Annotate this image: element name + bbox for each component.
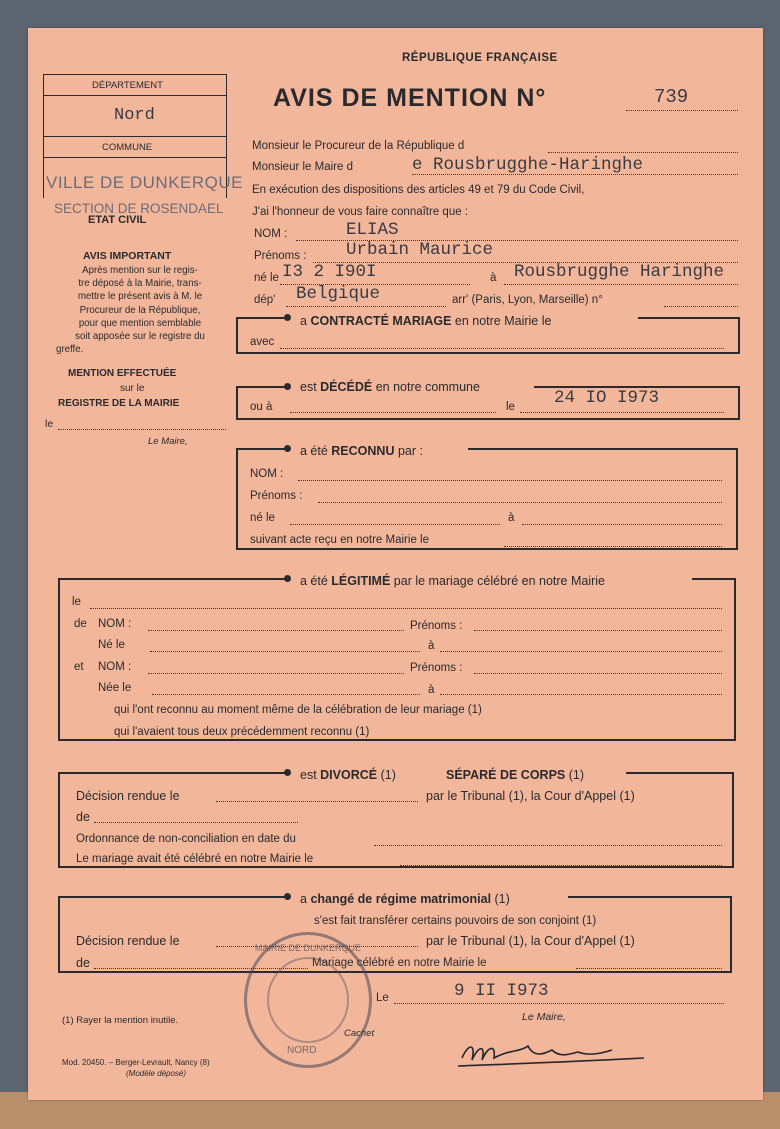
document-sheet xyxy=(28,28,763,1100)
legitime-prenoms-2: Prénoms : xyxy=(410,662,463,674)
prenoms-label: Prénoms : xyxy=(254,250,307,262)
printer-note: Mod. 20450. – Berger-Levrault, Nancy (8) xyxy=(62,1058,210,1067)
dep-label: dép' xyxy=(254,294,276,306)
reconnu-prenoms: Prénoms : xyxy=(250,490,303,502)
prenoms-value: Urbain Maurice xyxy=(346,240,494,260)
deces-title: est DÉCÉDÉ en notre commune xyxy=(300,380,480,394)
etat-civil-label: ETAT CIVIL xyxy=(88,214,147,226)
ne-a-label: à xyxy=(490,272,497,284)
honneur-line: J'ai l'honneur de vous faire connaître que : xyxy=(252,206,469,218)
commune-stamp-line-1: VILLE DE DUNKERQUE xyxy=(46,173,243,192)
avis-line: mettre le présent avis à M. le xyxy=(77,291,203,303)
reconnu-suivant: suivant acte reçu en notre Mairie le xyxy=(250,534,429,546)
mairie-seal xyxy=(244,932,375,1068)
commune-stamp-line-2: SECTION DE ROSENDAEL xyxy=(54,201,224,216)
avis-line: pour que mention semblable xyxy=(78,317,202,329)
divorce-mariage: Le mariage avait été célébré en notre Mairie le xyxy=(76,853,314,865)
reconnu-a: à xyxy=(508,512,515,524)
procureur-line: Monsieur le Procureur de la République d xyxy=(252,140,465,152)
mayor-signature xyxy=(448,1028,648,1078)
regime-mariage: Mariage célébré en notre Mairie le xyxy=(312,957,487,969)
legitime-prenoms-1: Prénoms : xyxy=(410,620,463,632)
regime-de: de xyxy=(76,956,90,970)
mention-le-maire: Le Maire, xyxy=(148,436,188,447)
maire-line-label: Monsieur le Maire d xyxy=(252,161,353,173)
arr-label: arr' (Paris, Lyon, Marseille) n° xyxy=(452,294,603,306)
legitime-le: le xyxy=(72,596,81,608)
modele-note: (Modèle déposé) xyxy=(126,1069,187,1078)
divorce-decision: Décision rendue le xyxy=(76,789,180,803)
mention-registre: REGISTRE DE LA MAIRIE xyxy=(58,398,180,409)
regime-tribunal: par le Tribunal (1), la Cour d'Appel (1) xyxy=(426,934,635,948)
avis-important-text xyxy=(54,264,226,356)
legitime-nom-2: NOM : xyxy=(98,661,132,673)
footer-date: 9 II I973 xyxy=(454,981,549,1001)
dep-value: Belgique xyxy=(296,284,381,304)
legitime-nom-1: NOM : xyxy=(98,618,132,630)
reconnu-ne-le: né le xyxy=(250,512,275,524)
legitime-title: a été LÉGITIMÉ par le mariage célébré en notre Mairie xyxy=(300,574,606,588)
department-label: DÉPARTEMENT xyxy=(92,80,163,91)
legitime-nee-le: Née le xyxy=(98,682,132,694)
ne-date-value: I3 2 I90I xyxy=(282,262,377,282)
footer-le-maire: Le Maire, xyxy=(522,1011,566,1023)
regime-line-2: s'est fait transférer certains pouvoirs de son conjoint (1) xyxy=(314,915,597,927)
avis-important-title: AVIS IMPORTANT xyxy=(83,250,172,262)
avis-line: soit apposée sur le registre du xyxy=(75,331,205,343)
avis-line: Après mention sur le regis- xyxy=(82,265,198,276)
footer-cachet: Cachet xyxy=(344,1028,375,1039)
mariage-title: a CONTRACTÉ MARIAGE en notre Mairie le xyxy=(300,314,552,328)
avis-line: tre déposé à la Mairie, trans- xyxy=(78,278,202,290)
seal-top-text: MAIRIE DE DUNKERQUE xyxy=(254,943,361,953)
republic-heading: RÉPUBLIQUE FRANÇAISE xyxy=(402,52,558,64)
deces-ou-a: ou à xyxy=(250,401,273,413)
document-title: AVIS DE MENTION N° xyxy=(273,84,547,112)
avis-line: Procureur de la République, xyxy=(79,304,201,316)
legitime-et: et xyxy=(74,661,84,673)
document-number: 739 xyxy=(654,86,689,108)
seal-inner-ring xyxy=(267,957,349,1043)
mention-effectuee: MENTION EFFECTUÉE xyxy=(68,368,177,379)
regime-decision: Décision rendue le xyxy=(76,934,180,948)
nom-value: ELIAS xyxy=(346,220,399,240)
reconnu-nom: NOM : xyxy=(250,468,284,480)
regime-title: a changé de régime matrimonial (1) xyxy=(300,892,510,906)
department-value: Nord xyxy=(114,106,155,125)
maire-line-value: e Rousbrugghe-Haringhe xyxy=(412,155,644,175)
ne-le-label: né le xyxy=(254,272,279,284)
commune-label: COMMUNE xyxy=(102,142,153,153)
divorce-title: est DIVORCÉ (1) xyxy=(300,768,396,782)
deces-le: le xyxy=(506,401,515,413)
legitime-de: de xyxy=(74,618,87,630)
divorce-tribunal: par le Tribunal (1), la Cour d'Appel (1) xyxy=(426,789,635,803)
divorce-ordonnance: Ordonnance de non-conciliation en date du xyxy=(76,833,296,845)
divorce-de: de xyxy=(76,810,90,824)
legitime-a-2: à xyxy=(428,684,435,696)
legitime-a-1: à xyxy=(428,640,435,652)
legitime-line-1: qui l'ont reconnu au moment même de la célébration de leur mariage (1) xyxy=(114,704,482,716)
reconnu-title: a été RECONNU par : xyxy=(300,444,423,458)
seal-bottom-text: NORD xyxy=(287,1045,317,1056)
legitime-ne-le: Né le xyxy=(98,639,125,651)
ne-lieu-value: Rousbrugghe Haringhe xyxy=(514,262,725,282)
mention-sur-le: sur le xyxy=(120,383,145,394)
rayer-note: (1) Rayer la mention inutile. xyxy=(62,1015,179,1026)
separe-title: SÉPARÉ DE CORPS (1) xyxy=(446,768,584,782)
deces-date: 24 IO I973 xyxy=(554,388,660,408)
mariage-avec: avec xyxy=(250,336,275,348)
execution-line: En exécution des dispositions des articles 49 et 79 du Code Civil, xyxy=(252,184,585,196)
legitime-line-2: qui l'avaient tous deux précédemment reconnu (1) xyxy=(114,726,370,738)
avis-line: greffe. xyxy=(56,344,84,356)
mention-le: le xyxy=(45,418,54,430)
nom-label: NOM : xyxy=(254,228,288,240)
legitime-section xyxy=(58,578,736,741)
footer-le: Le xyxy=(376,992,389,1004)
